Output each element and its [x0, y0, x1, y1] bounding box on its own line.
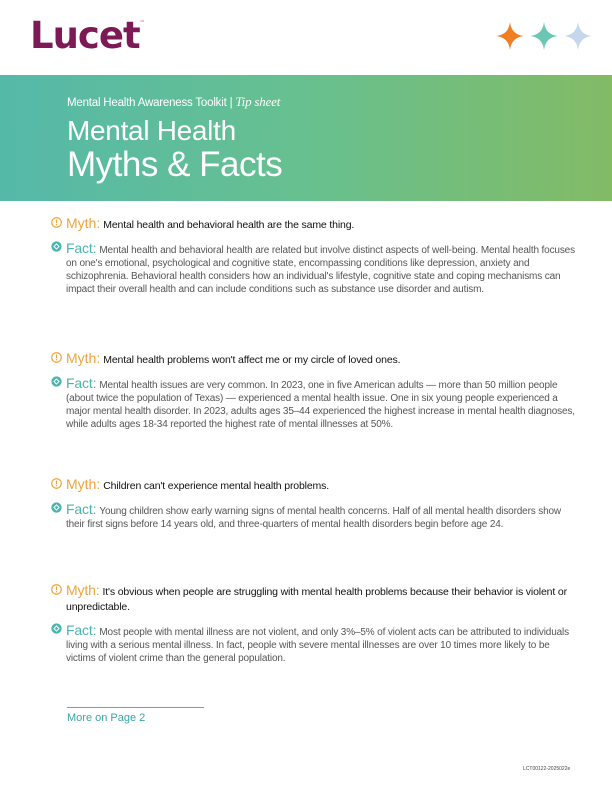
myth-text: Mental health and behavioral health are the same thing. [103, 219, 355, 231]
myth-row [51, 582, 581, 615]
kicker-text: Mental Health Awareness Toolkit | [67, 97, 236, 109]
document-code: LCT00122-2025022e [523, 766, 571, 772]
myth-text: It's obvious when people are struggling with mental health problems because their behavior is violent or unpredictable. [66, 586, 567, 613]
toolkit-kicker [67, 94, 280, 110]
myth-label: Myth: [66, 582, 100, 598]
alert-circle-icon [51, 584, 62, 595]
fact-label: Fact: [66, 375, 97, 391]
myth-fact-item [51, 350, 581, 431]
myth-fact-item [51, 582, 581, 665]
fact-text: Mental health issues are very common. In 2023, one in five American adults — more than 50 million people (about twice the population of Texas) — experienced a mental health issue. One in six young people experienced a major mental health disorder. In 2023, adults ages 35–44 experienced the highest increase in mental health diagnoses, while adults ages 18-34 reported the highest rate of mental illnesses at 50%. [66, 380, 575, 430]
fact-diamond-circle-icon [51, 376, 62, 387]
fact-label: Fact: [66, 622, 97, 638]
fact-diamond-circle-icon [51, 241, 62, 252]
blue-star-icon [564, 22, 592, 50]
fact-text: Mental health and behavioral health are related but involve distinct aspects of well-being. Mental health focuses on one's emotional, psychological and cognitive state, encompassing conditions like depression, anxiety and schizophrenia. Behavioral health considers how an individual's lifestyle, cognitive state and coping mechanisms can impact their overall health and can include conditions such as substance use disorder and autism. [66, 245, 575, 295]
teal-star-icon [530, 22, 558, 50]
myth-text: Children can't experience mental health problems. [103, 480, 330, 492]
myth-text: Mental health problems won't affect me or my circle of loved ones. [103, 354, 401, 366]
lucet-logo [30, 14, 144, 57]
orange-star-icon [496, 22, 524, 50]
fact-row [51, 621, 581, 665]
myth-fact-item [51, 215, 581, 296]
fact-diamond-circle-icon [51, 623, 62, 634]
alert-circle-icon [51, 478, 62, 489]
myth-row [51, 350, 581, 368]
fact-label: Fact: [66, 501, 97, 517]
decorative-stars [496, 22, 592, 50]
page-title-line1: Mental Health [67, 115, 236, 146]
myth-label: Myth: [66, 215, 101, 231]
header-banner [0, 75, 612, 201]
myth-row [51, 215, 581, 233]
kicker-italic: Tip sheet [235, 94, 281, 109]
myth-label: Myth: [66, 476, 101, 492]
fact-text: Young children show early warning signs of mental health concerns. Half of all mental health disorders show their first signs before 14 years old, and three-quarters of mental health disorders begin before age 24. [66, 506, 561, 530]
fact-label: Fact: [66, 240, 97, 256]
fact-row [51, 374, 581, 431]
alert-circle-icon [51, 352, 62, 363]
page-title-line2: Myths & Facts [67, 145, 283, 184]
myth-label: Myth: [66, 350, 101, 366]
trademark: ™ [139, 20, 144, 26]
fact-row [51, 500, 581, 531]
fact-row [51, 239, 581, 296]
myth-row [51, 476, 581, 494]
fact-text: Most people with mental illness are not violent, and only 3%–5% of violent acts can be attributed to individuals living with a serious mental illness. In fact, people with severe mental illnesses are over 10 times more likely to be victims of violent crime than the general population. [66, 627, 569, 664]
more-on-page-2-link[interactable]: More on Page 2 [67, 707, 204, 724]
fact-diamond-circle-icon [51, 502, 62, 513]
logo-text: Lucet [30, 14, 140, 57]
alert-circle-icon [51, 217, 62, 228]
myth-fact-item [51, 476, 581, 531]
